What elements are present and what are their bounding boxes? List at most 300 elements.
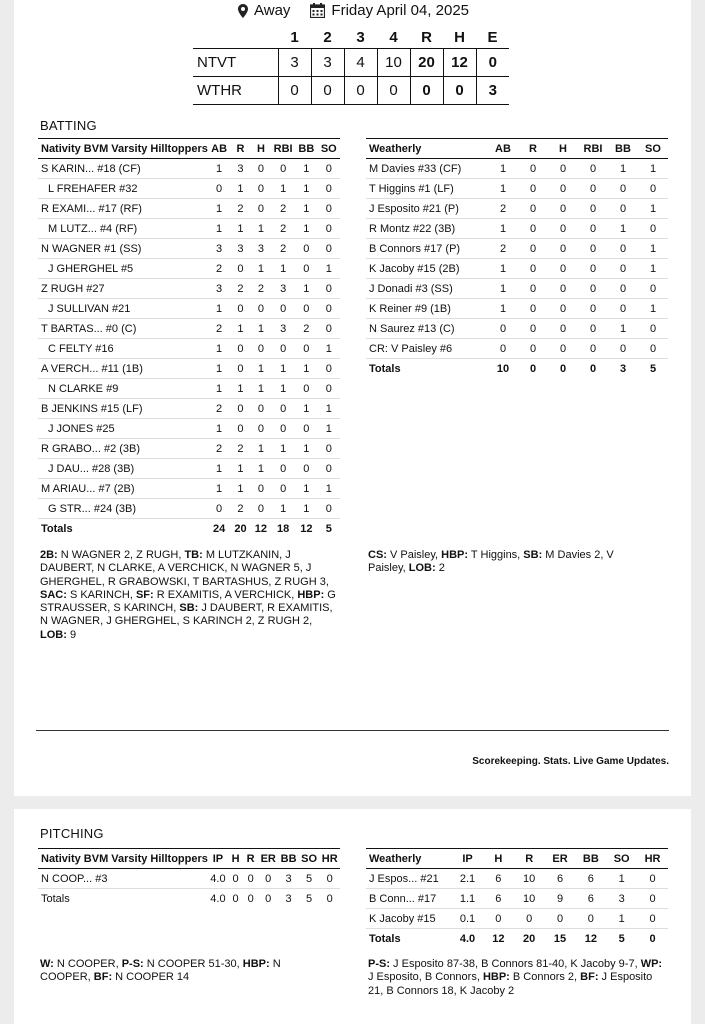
stat-cell: 0: [548, 339, 578, 359]
stat-cell: 1: [608, 219, 638, 239]
totals-cell: 12: [295, 519, 317, 539]
player-name: J Donadi #3 (SS): [366, 279, 488, 299]
stat-cell: 0: [608, 199, 638, 219]
line-score-r: 0: [410, 76, 443, 104]
stat-cell: 3: [606, 889, 637, 909]
stat-cell: 0: [518, 199, 548, 219]
stat-cell: 0: [271, 399, 295, 419]
player-name: N Saurez #13 (C): [366, 319, 488, 339]
away-batting-table: [366, 138, 668, 379]
note-text: N COOPER,: [40, 958, 281, 984]
stat-cell: 1: [271, 359, 295, 379]
stat-cell: 1: [318, 339, 340, 359]
stat-cell: 1: [230, 479, 250, 499]
stat-cell: 2: [488, 239, 518, 259]
column-header: ER: [545, 849, 576, 869]
stat-cell: 0: [608, 339, 638, 359]
stat-cell: 1: [230, 179, 250, 199]
player-name: G STR... #24 (3B): [38, 499, 208, 519]
stat-cell: 0: [548, 219, 578, 239]
stat-cell: 0: [230, 399, 250, 419]
stat-cell: 1: [488, 299, 518, 319]
stat-cell: 0: [208, 499, 230, 519]
note-label: TB:: [184, 549, 203, 561]
stat-cell: 2: [295, 319, 317, 339]
player-name: A VERCH... #11 (1B): [38, 359, 208, 379]
totals-cell: 0: [518, 359, 548, 379]
player-row: [38, 419, 340, 439]
line-score-r: 20: [410, 48, 443, 76]
stat-cell: 0: [271, 339, 295, 359]
stat-cell: 0: [295, 259, 317, 279]
column-header: SO: [638, 139, 668, 159]
stat-cell: 1: [295, 199, 317, 219]
stat-cell: 1: [251, 439, 271, 459]
stat-cell: 2: [208, 319, 230, 339]
column-header: AB: [208, 139, 230, 159]
stat-cell: 0: [548, 299, 578, 319]
stat-cell: 0: [318, 299, 340, 319]
stat-cell: 0: [230, 419, 250, 439]
stat-header-row: [366, 139, 668, 159]
column-header: RBI: [271, 139, 295, 159]
note-label: CS:: [368, 549, 387, 561]
stat-cell: 1: [208, 199, 230, 219]
stat-cell: 2: [271, 239, 295, 259]
line-score-header-cell: 1: [290, 29, 299, 47]
player-row: [38, 239, 340, 259]
stat-cell: 0: [483, 909, 514, 929]
stat-cell: 0: [318, 359, 340, 379]
totals-cell: 0: [637, 929, 668, 949]
stat-cell: 0: [295, 459, 317, 479]
player-row: [38, 319, 340, 339]
stat-cell: 1: [488, 279, 518, 299]
player-row: [366, 179, 668, 199]
totals-row: [38, 519, 340, 539]
stat-cell: 0: [271, 159, 295, 179]
player-row: [38, 259, 340, 279]
player-name: M ARIAU... #7 (2B): [38, 479, 208, 499]
stat-cell: 1: [638, 299, 668, 319]
note-label: P-S:: [121, 958, 144, 970]
stat-cell: 2: [230, 279, 250, 299]
player-name: L FREHAFER #32: [38, 179, 208, 199]
stat-cell: 6: [575, 889, 606, 909]
stat-cell: 1: [295, 179, 317, 199]
stat-cell: 0: [637, 889, 668, 909]
stat-cell: 2.1: [452, 869, 483, 889]
note-label: W:: [40, 958, 54, 970]
stat-cell: 1: [608, 319, 638, 339]
game-info: [238, 2, 469, 19]
stat-cell: 1: [638, 259, 668, 279]
stat-cell: 6: [575, 869, 606, 889]
stat-cell: 2: [208, 439, 230, 459]
note-text: M LUTZKANIN, J DAUBERT, N CLARKE, A VERCHICK, N WAGNER 5, J GHERGHEL, R GRABOWSKI, T BARTASHUS, Z RUGH 3,: [40, 549, 329, 588]
stat-cell: 0: [230, 359, 250, 379]
stat-cell: 0: [318, 499, 340, 519]
line-score-inning: 3: [278, 48, 311, 76]
line-score-h: 0: [443, 76, 476, 104]
stat-cell: 0: [578, 159, 608, 179]
stat-cell: 0: [608, 239, 638, 259]
column-header: H: [483, 849, 514, 869]
stat-cell: 1: [271, 499, 295, 519]
player-name: J JONES #25: [38, 419, 208, 439]
totals-cell: 18: [271, 519, 295, 539]
home-batting-notes: [40, 549, 338, 642]
note-text: 2: [435, 562, 445, 575]
stat-cell: 0: [518, 339, 548, 359]
player-row: [38, 339, 340, 359]
away-pitching-table: [366, 848, 668, 949]
stat-cell: 2: [251, 279, 271, 299]
player-name: T BARTAS... #0 (C): [38, 319, 208, 339]
note-text: N WAGNER 2, Z RUGH,: [57, 549, 185, 561]
column-header: SO: [606, 849, 637, 869]
totals-label: Totals: [38, 889, 208, 909]
totals-cell: 10: [488, 359, 518, 379]
stat-cell: 0: [271, 419, 295, 439]
home-pitching-notes: [40, 958, 310, 985]
note-text: J Esposito 21, B Connors 18, K Jacoby 2: [368, 971, 653, 997]
line-score-header-cell: H: [454, 29, 465, 47]
stat-cell: 0: [608, 299, 638, 319]
stat-cell: 1: [271, 439, 295, 459]
stat-header-row: [366, 849, 668, 869]
line-score-inning: 4: [344, 48, 377, 76]
line-score-row: [193, 76, 509, 104]
stat-cell: 1.1: [452, 889, 483, 909]
player-name: C FELTY #16: [38, 339, 208, 359]
note-label: SAC:: [40, 588, 67, 601]
column-header: R: [514, 849, 545, 869]
note-label: HBP:: [297, 588, 325, 601]
stat-header-row: [38, 849, 340, 869]
note-label: LOB:: [408, 562, 436, 575]
line-score-team: WTHR: [193, 76, 278, 104]
stat-cell: 1: [638, 239, 668, 259]
line-score-header-cell: E: [487, 29, 498, 47]
stat-cell: 2: [271, 199, 295, 219]
totals-cell: 12: [483, 929, 514, 949]
stat-cell: 1: [251, 219, 271, 239]
team-header: Weatherly: [366, 139, 488, 159]
stat-cell: 2: [230, 439, 250, 459]
player-name: CR: V Paisley #6: [366, 339, 488, 359]
line-score-h: 12: [443, 48, 476, 76]
stat-cell: 0: [578, 239, 608, 259]
stat-cell: 1: [271, 259, 295, 279]
column-header: ER: [258, 849, 278, 869]
line-score-header-cell: 4: [389, 29, 398, 47]
totals-cell: 0: [548, 359, 578, 379]
player-row: [38, 459, 340, 479]
stat-cell: 0.1: [452, 909, 483, 929]
stat-cell: 4.0: [208, 869, 228, 889]
stat-cell: 3: [230, 159, 250, 179]
stat-cell: 1: [295, 399, 317, 419]
player-row: [38, 279, 340, 299]
stat-cell: 0: [518, 239, 548, 259]
note-label: HBP:: [242, 958, 270, 970]
stat-cell: 0: [488, 319, 518, 339]
stat-cell: 1: [318, 479, 340, 499]
note-label: SF:: [135, 588, 154, 601]
batting-section-title: BATTING: [40, 118, 97, 133]
note-text: T Higgins,: [468, 549, 524, 561]
stat-cell: 0: [638, 219, 668, 239]
column-header: BB: [295, 139, 317, 159]
totals-cell: 0: [228, 889, 243, 909]
player-name: K Jacoby #15: [366, 909, 452, 929]
player-name: Z RUGH #27: [38, 279, 208, 299]
note-text: J Esposito 87-38, B Connors 81-40, K Jacoby 9-7,: [390, 958, 641, 970]
stat-cell: 1: [488, 159, 518, 179]
stat-cell: 1: [208, 219, 230, 239]
stat-cell: 1: [638, 199, 668, 219]
player-row: [366, 239, 668, 259]
line-score-inning: 0: [344, 76, 377, 104]
line-score-row: [193, 48, 509, 76]
stat-cell: 0: [318, 239, 340, 259]
calendar-icon: [310, 3, 325, 18]
stat-cell: 1: [638, 159, 668, 179]
totals-cell: 12: [251, 519, 271, 539]
totals-cell: 20: [230, 519, 250, 539]
stat-cell: 0: [251, 199, 271, 219]
stat-cell: 2: [230, 499, 250, 519]
player-row: [366, 279, 668, 299]
stat-cell: 10: [514, 869, 545, 889]
column-header: R: [243, 849, 258, 869]
stat-header-row: [38, 139, 340, 159]
stat-cell: 10: [514, 889, 545, 909]
stat-cell: 0: [251, 339, 271, 359]
stat-cell: 1: [251, 359, 271, 379]
player-row: [38, 159, 340, 179]
stat-cell: 0: [295, 339, 317, 359]
stat-cell: 1: [295, 439, 317, 459]
line-score-inning: 0: [311, 76, 344, 104]
stat-cell: 1: [295, 219, 317, 239]
stat-cell: 0: [548, 159, 578, 179]
player-name: T Higgins #1 (LF): [366, 179, 488, 199]
stat-cell: 1: [251, 379, 271, 399]
player-row: [38, 379, 340, 399]
stat-cell: 1: [295, 159, 317, 179]
note-text: M Davies 2, V Paisley,: [368, 549, 614, 575]
line-score-inning: 0: [278, 76, 311, 104]
stat-cell: 6: [483, 889, 514, 909]
stat-cell: 0: [518, 219, 548, 239]
player-name: B Conn... #17: [366, 889, 452, 909]
player-name: M LUTZ... #4 (RF): [38, 219, 208, 239]
line-score-header-cell: 2: [323, 29, 332, 47]
player-row: [38, 479, 340, 499]
stat-cell: 1: [230, 379, 250, 399]
stat-cell: 0: [318, 379, 340, 399]
column-header: IP: [452, 849, 483, 869]
stat-cell: 0: [318, 219, 340, 239]
column-header: SO: [299, 849, 320, 869]
stat-cell: 0: [637, 869, 668, 889]
note-label: BF:: [580, 971, 599, 984]
note-text: N COOPER 14: [112, 971, 190, 984]
stat-cell: 0: [318, 279, 340, 299]
totals-cell: 0: [578, 359, 608, 379]
column-header: BB: [608, 139, 638, 159]
line-score-inning: 10: [377, 48, 410, 76]
totals-cell: 0: [258, 889, 278, 909]
totals-row: [366, 359, 668, 379]
column-header: BB: [575, 849, 606, 869]
column-header: R: [230, 139, 250, 159]
player-row: [38, 299, 340, 319]
stat-cell: 1: [606, 909, 637, 929]
stat-cell: 1: [608, 159, 638, 179]
totals-cell: 24: [208, 519, 230, 539]
player-name: J Esposito #21 (P): [366, 199, 488, 219]
player-row: [38, 179, 340, 199]
totals-cell: 12: [575, 929, 606, 949]
column-header: IP: [208, 849, 228, 869]
stat-cell: 1: [295, 359, 317, 379]
pitching-section-title: PITCHING: [40, 826, 104, 841]
stat-cell: 0: [638, 319, 668, 339]
player-row: [38, 199, 340, 219]
pitching-card: [14, 809, 691, 1024]
note-label: BF:: [93, 971, 113, 984]
stat-cell: 0: [295, 299, 317, 319]
stat-cell: 0: [228, 869, 243, 889]
stat-cell: 0: [230, 339, 250, 359]
note-label: LOB:: [40, 628, 67, 641]
stat-cell: 0: [578, 199, 608, 219]
player-name: N WAGNER #1 (SS): [38, 239, 208, 259]
stat-cell: 0: [251, 179, 271, 199]
stat-cell: 1: [251, 259, 271, 279]
stat-cell: 0: [251, 299, 271, 319]
totals-cell: 3: [278, 889, 299, 909]
stat-cell: 0: [318, 459, 340, 479]
column-header: HR: [319, 849, 340, 869]
location-pin-icon: [238, 4, 248, 18]
totals-cell: 5: [318, 519, 340, 539]
player-row: [366, 889, 668, 909]
stat-cell: 0: [638, 179, 668, 199]
note-text: G STRAUSSER, S KARINCH,: [40, 588, 336, 615]
stat-cell: 0: [251, 399, 271, 419]
stat-cell: 3: [271, 279, 295, 299]
note-text: 9: [66, 628, 77, 641]
stat-cell: 0: [518, 279, 548, 299]
stat-cell: 0: [518, 179, 548, 199]
stat-cell: 0: [548, 199, 578, 219]
note-text: J Esposito, B Connors,: [368, 971, 483, 984]
note-text: V Paisley,: [386, 549, 442, 561]
totals-cell: 4.0: [452, 929, 483, 949]
stat-cell: 0: [295, 239, 317, 259]
stat-cell: 5: [299, 869, 320, 889]
note-label: SB:: [179, 602, 199, 615]
note-label: HBP:: [482, 971, 510, 984]
stat-cell: 0: [578, 299, 608, 319]
stat-cell: 0: [318, 159, 340, 179]
stat-cell: 0: [230, 259, 250, 279]
stat-cell: 0: [258, 869, 278, 889]
stat-cell: 0: [548, 179, 578, 199]
stat-cell: 2: [271, 219, 295, 239]
player-row: [366, 299, 668, 319]
away-batting-notes: [368, 549, 648, 576]
totals-cell: 5: [606, 929, 637, 949]
player-name: M Davies #33 (CF): [366, 159, 488, 179]
stat-cell: 1: [251, 459, 271, 479]
stat-cell: 6: [483, 869, 514, 889]
stat-cell: 1: [208, 379, 230, 399]
totals-label: Totals: [366, 929, 452, 949]
team-header: Nativity BVM Varsity Hilltoppers: [38, 139, 208, 159]
note-label: WP:: [640, 958, 663, 970]
stat-cell: 2: [230, 199, 250, 219]
line-score-table: [193, 28, 509, 105]
player-row: [38, 359, 340, 379]
stat-cell: 1: [295, 279, 317, 299]
player-row: [38, 219, 340, 239]
stat-cell: 0: [637, 909, 668, 929]
player-row: [38, 439, 340, 459]
box-score-card: [14, 0, 691, 796]
note-text: N COOPER,: [53, 958, 122, 970]
totals-cell: 4.0: [208, 889, 228, 909]
stat-cell: 1: [230, 319, 250, 339]
stat-cell: 0: [271, 299, 295, 319]
stat-cell: 0: [318, 199, 340, 219]
stat-cell: 0: [271, 459, 295, 479]
column-header: BB: [278, 849, 299, 869]
team-header: Weatherly: [366, 849, 452, 869]
stat-cell: 1: [318, 399, 340, 419]
stat-cell: 0: [318, 319, 340, 339]
line-score-e: 0: [476, 48, 509, 76]
note-text: B Connors 2,: [509, 971, 581, 984]
player-name: J Espos... #21: [366, 869, 452, 889]
stat-cell: 0: [518, 259, 548, 279]
stat-cell: 1: [488, 179, 518, 199]
stat-cell: 3: [271, 319, 295, 339]
totals-cell: 15: [545, 929, 576, 949]
stat-cell: 0: [243, 869, 258, 889]
column-header: H: [228, 849, 243, 869]
totals-cell: 5: [638, 359, 668, 379]
player-name: S KARIN... #18 (CF): [38, 159, 208, 179]
player-name: R GRABO... #2 (3B): [38, 439, 208, 459]
column-header: R: [518, 139, 548, 159]
player-name: N COOP... #3: [38, 869, 208, 889]
column-header: H: [251, 139, 271, 159]
totals-row: [366, 929, 668, 949]
game-location: Away: [254, 2, 291, 19]
line-score-header-cell: R: [421, 29, 432, 47]
player-name: B JENKINS #15 (LF): [38, 399, 208, 419]
stat-cell: 1: [208, 419, 230, 439]
totals-cell: 5: [299, 889, 320, 909]
stat-cell: 0: [548, 279, 578, 299]
stat-cell: 0: [578, 279, 608, 299]
stat-cell: 0: [208, 179, 230, 199]
